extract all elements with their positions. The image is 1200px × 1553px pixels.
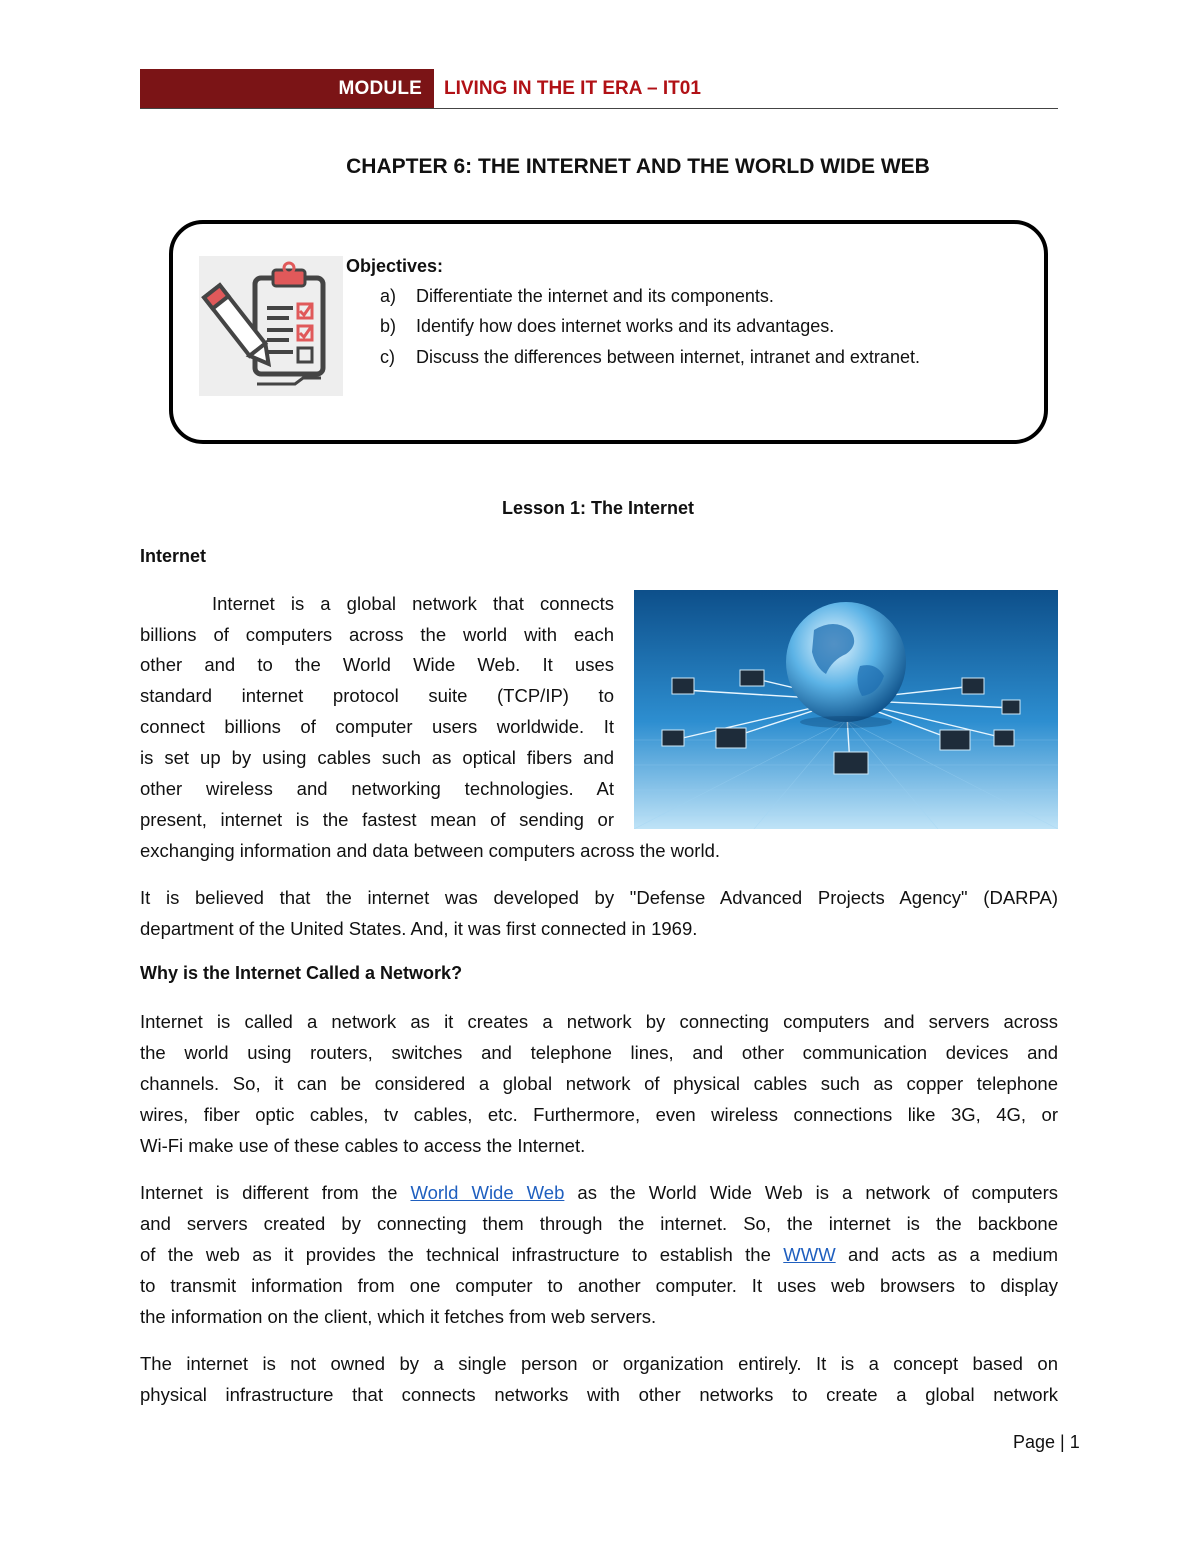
paragraph-line: other wireless and networking technologies. At — [140, 778, 614, 799]
paragraph-line — [140, 1181, 1058, 1205]
paragraph-line: billions of computers across the world with each — [140, 624, 614, 645]
paragraph-line: and servers created by connecting them through the internet. So, the internet is the backbone — [140, 1213, 1058, 1234]
paragraph-line: the information on the client, which it fetches from web servers. — [140, 1306, 657, 1327]
text-span: as the World Wide Web is a network of computers — [564, 1182, 1058, 1203]
objective-text: Differentiate the internet and its components. — [416, 286, 774, 306]
chapter-title: CHAPTER 6: THE INTERNET AND THE WORLD WIDE WEB — [346, 155, 930, 178]
paragraph-line: Internet is called a network as it creates a network by connecting computers and servers across — [140, 1011, 1058, 1032]
course-title: LIVING IN THE IT ERA – IT01 — [444, 78, 701, 99]
paragraph-line: Internet is a global network that connects — [212, 593, 614, 614]
section-heading-network: Why is the Internet Called a Network? — [140, 963, 463, 983]
objectives-heading: Objectives: — [346, 256, 444, 276]
objective-text: Discuss the differences between internet, intranet and extranet. — [416, 347, 920, 367]
paragraph-line: Wi-Fi make use of these cables to access the Internet. — [140, 1135, 586, 1156]
globe-network-image — [634, 590, 1058, 829]
paragraph-line: exchanging information and data between computers across the world. — [140, 840, 721, 861]
paragraph-line — [140, 1243, 1058, 1267]
objective-text: Identify how does internet works and its advantages. — [416, 316, 835, 336]
paragraph-line: physical infrastructure that connects networks with other networks to create a global network — [140, 1384, 1058, 1405]
checklist-icon — [199, 256, 343, 396]
objective-marker: a) — [380, 286, 397, 306]
objective-item — [380, 347, 920, 368]
paragraph-line: channels. So, it can be considered a global network of physical cables such as copper telephone — [140, 1073, 1058, 1094]
objective-item — [380, 316, 834, 337]
paragraph-line: department of the United States. And, it was first connected in 1969. — [140, 918, 698, 939]
paragraph-line: present, internet is the fastest mean of sending or — [140, 809, 614, 830]
page-number: Page | 1 — [1013, 1432, 1080, 1452]
paragraph-line: It is believed that the internet was developed by "Defense Advanced Projects Agency" (DARPA) — [140, 887, 1058, 908]
paragraph-line: is set up by using cables such as optical fibers and — [140, 747, 614, 768]
world-wide-web-link[interactable]: World Wide Web — [410, 1182, 565, 1203]
module-label: MODULE — [338, 77, 422, 99]
objective-marker: c) — [380, 347, 395, 367]
objective-marker: b) — [380, 316, 397, 336]
module-label-band — [140, 69, 434, 108]
objective-item — [380, 286, 774, 307]
text-span: of the web as it provides the technical infrastructure to establish the — [140, 1244, 784, 1265]
paragraph-line: connect billions of computer users worldwide. It — [140, 716, 614, 737]
section-heading-internet: Internet — [140, 546, 207, 566]
paragraph-line: the world using routers, switches and telephone lines, and other communication devices and — [140, 1042, 1058, 1063]
lesson-title: Lesson 1: The Internet — [501, 498, 695, 518]
header-divider — [140, 108, 1058, 109]
paragraph-line: wires, fiber optic cables, tv cables, etc. Furthermore, even wireless connections like 3G, 4G, or — [140, 1104, 1058, 1125]
paragraph-line: other and to the World Wide Web. It uses — [140, 654, 614, 675]
www-link[interactable]: WWW — [783, 1244, 836, 1265]
paragraph-line: to transmit information from one computer to another computer. It uses web browsers to display — [140, 1275, 1058, 1296]
paragraph-line: standard internet protocol suite (TCP/IP) to — [140, 685, 614, 706]
text-span: and acts as a medium — [835, 1244, 1058, 1265]
text-span: Internet is different from the — [140, 1182, 411, 1203]
paragraph-line: The internet is not owned by a single person or organization entirely. It is a concept based on — [140, 1353, 1058, 1374]
